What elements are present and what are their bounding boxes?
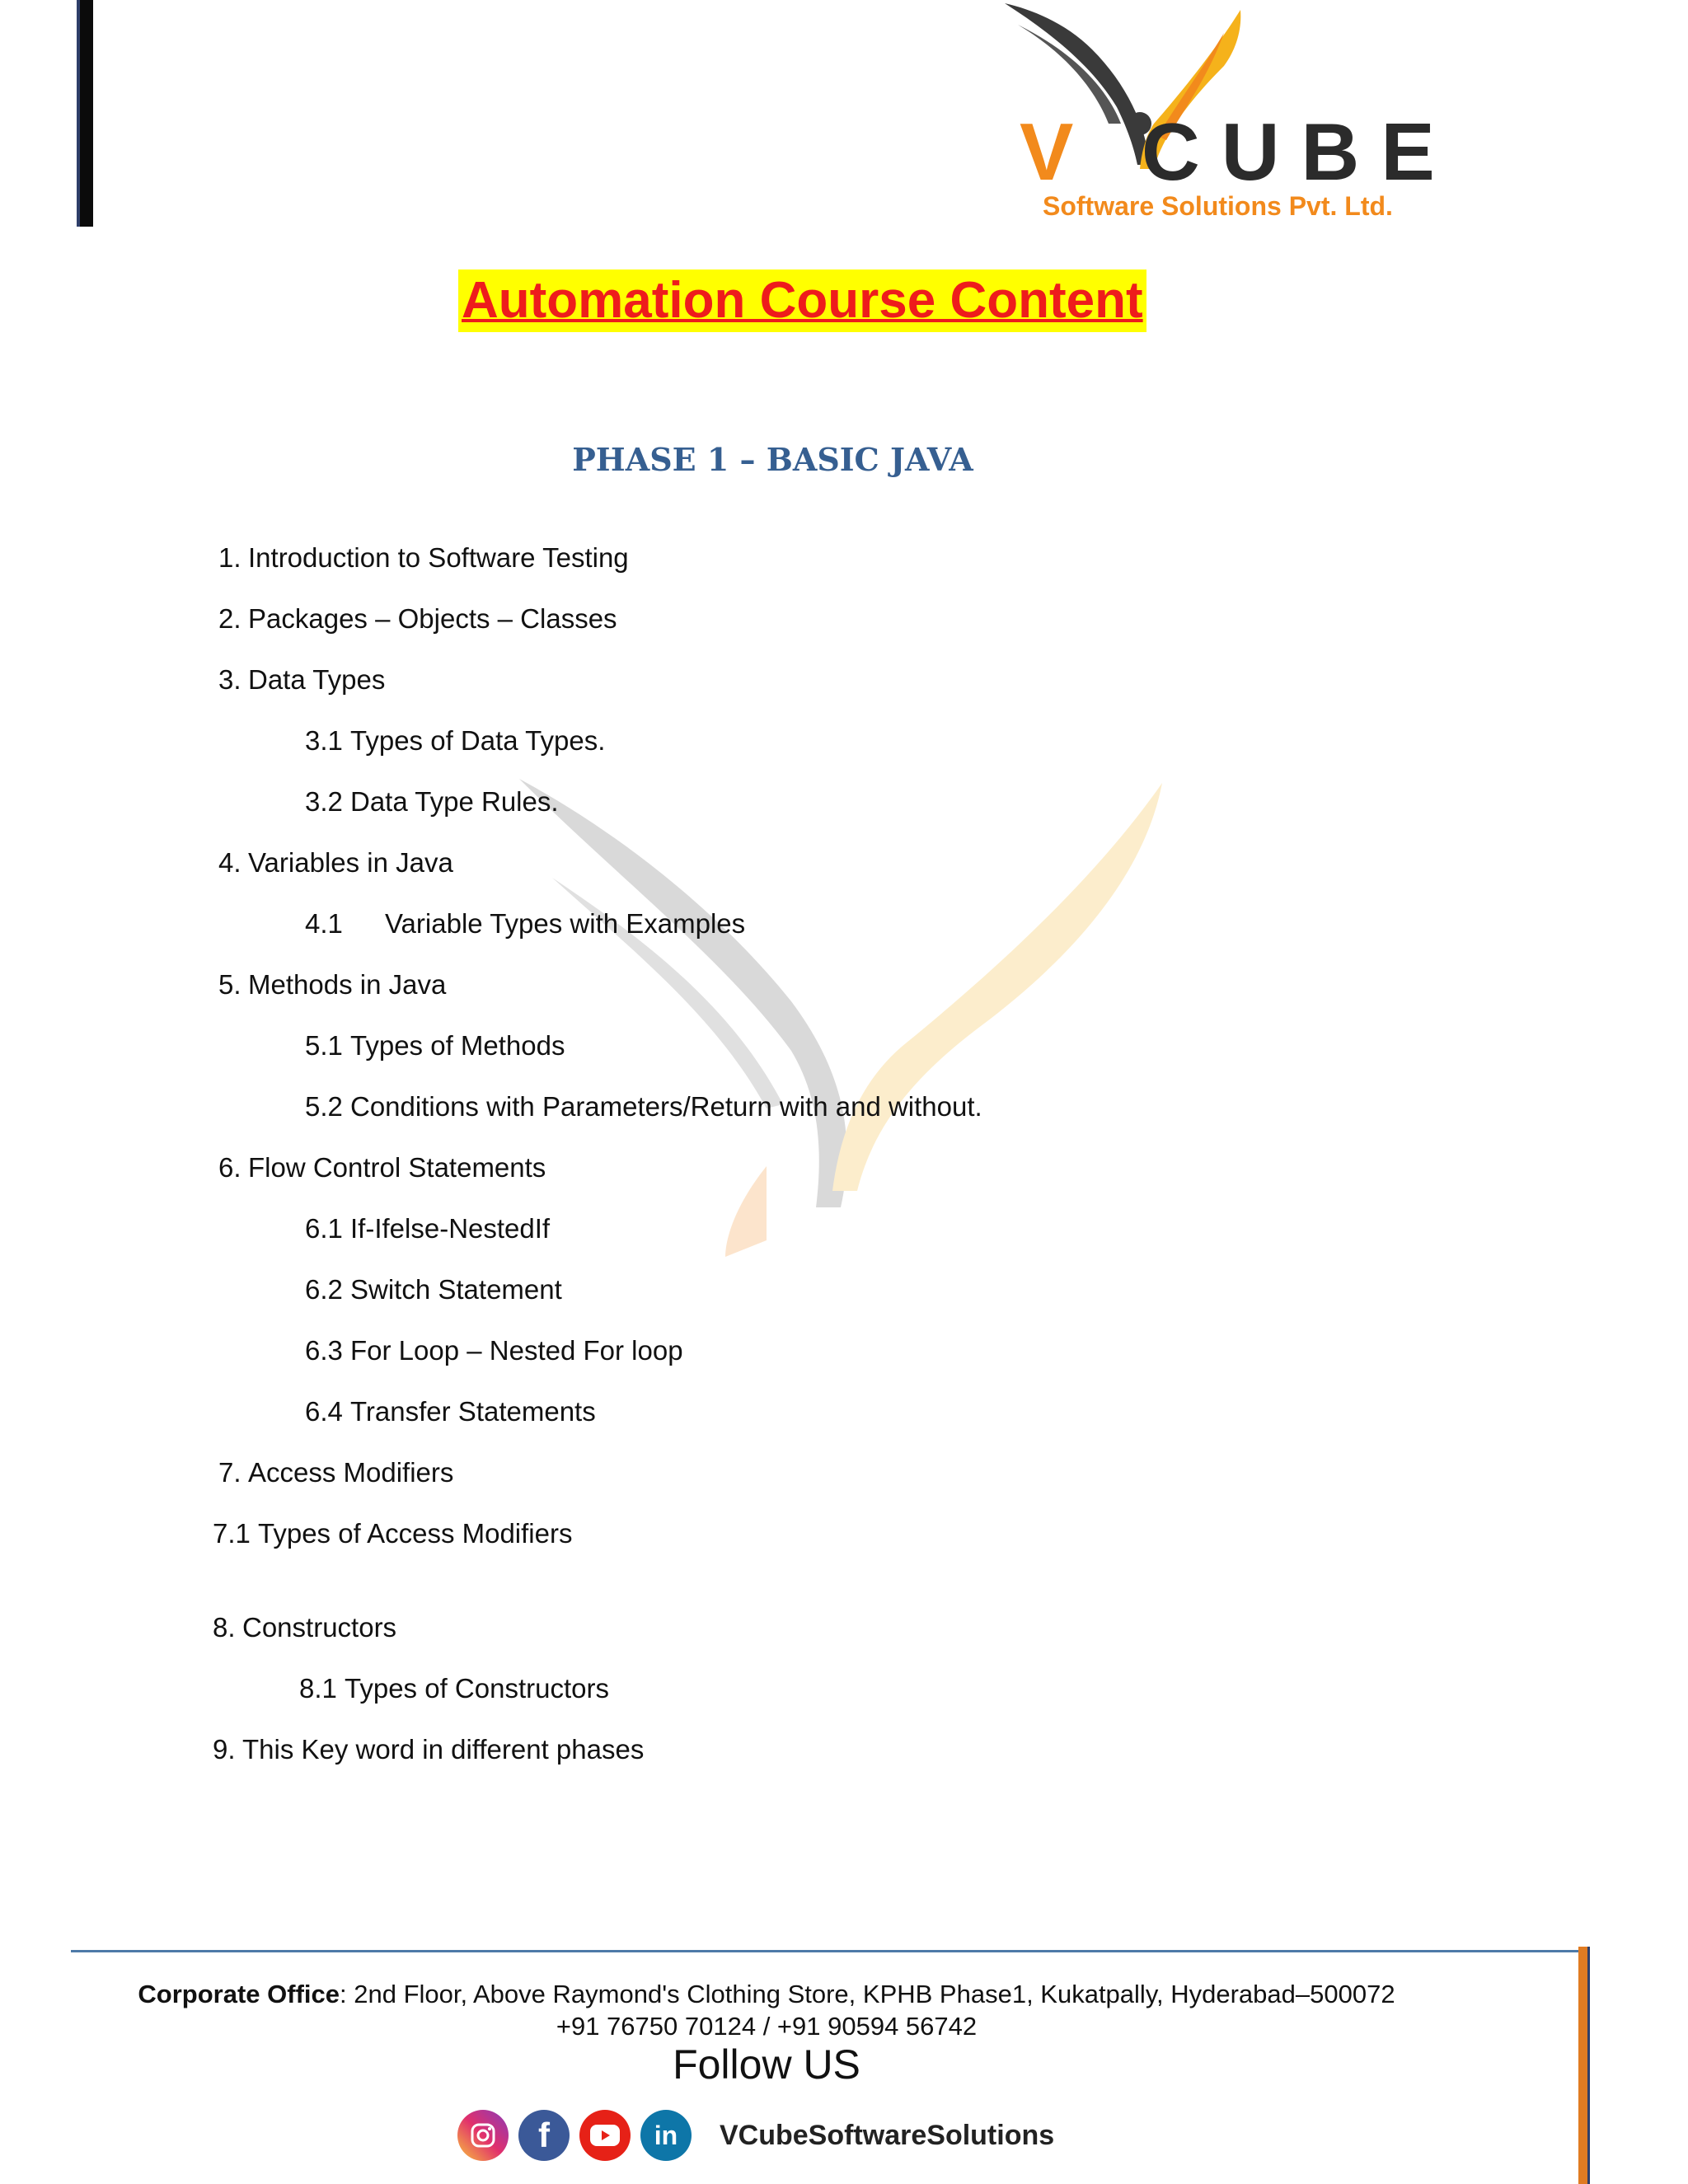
instagram-icon[interactable] [457,2110,509,2161]
list-item: 5.1 Types of Methods [305,1030,565,1061]
social-links [457,2109,1054,2162]
list-item: 9. This Key word in different phases [213,1734,645,1765]
list-item: 4. Variables in Java [218,847,453,878]
list-item: 7. Access Modifiers [218,1457,454,1488]
address-text: : 2nd Floor, Above Raymond's Clothing Store, KPHB Phase1, Kukatpally, Hyderabad–500072 [340,1980,1395,2008]
list-item: 3.2 Data Type Rules. [305,786,559,817]
list-item: 1. Introduction to Software Testing [218,542,629,573]
logo-letter-v: V [1020,106,1074,197]
list-item: 2. Packages – Objects – Classes [218,603,617,634]
footer-address [0,1980,1533,2009]
footer-right-bar [1578,1947,1590,2184]
vcube-logo [1001,0,1456,231]
list-item: 3. Data Types [218,664,386,695]
list-item: 5. Methods in Java [218,969,447,1000]
social-handle[interactable]: VCubeSoftwareSolutions [720,2119,1055,2151]
logo-wordmark: CUBE [1142,106,1456,197]
list-item: 8.1 Types of Constructors [299,1673,609,1704]
list-item: 3.1 Types of Data Types. [305,725,606,756]
list-item: 6. Flow Control Statements [218,1152,546,1183]
phase-heading: PHASE 1 – BASIC JAVA [572,441,973,478]
list-item: 6.3 For Loop – Nested For loop [305,1335,683,1366]
document-title: Automation Course Content [458,269,1146,332]
linkedin-icon[interactable]: in [640,2110,692,2161]
footer-divider [71,1950,1587,1952]
watermark-bird-icon [519,779,1179,1257]
list-item: 6.4 Transfer Statements [305,1396,596,1427]
list-item: 6.2 Switch Statement [305,1274,562,1305]
follow-us-heading: Follow US [673,2041,860,2088]
list-item: 4.1 Variable Types with Examples [305,908,746,939]
footer-phone: +91 76750 70124 / +91 90594 56742 [556,2012,978,2041]
list-item: 5.2 Conditions with Parameters/Return with and without. [305,1091,982,1122]
list-item: 8. Constructors [213,1612,397,1643]
youtube-icon[interactable] [579,2110,631,2161]
logo-tagline: Software Solutions Pvt. Ltd. [1043,191,1393,221]
left-margin-bar [77,0,93,227]
list-item: 6.1 If-Ifelse-NestedIf [305,1213,551,1244]
office-label: Corporate Office [138,1980,340,2008]
facebook-icon[interactable]: f [518,2110,570,2161]
list-item: 7.1 Types of Access Modifiers [213,1518,573,1549]
